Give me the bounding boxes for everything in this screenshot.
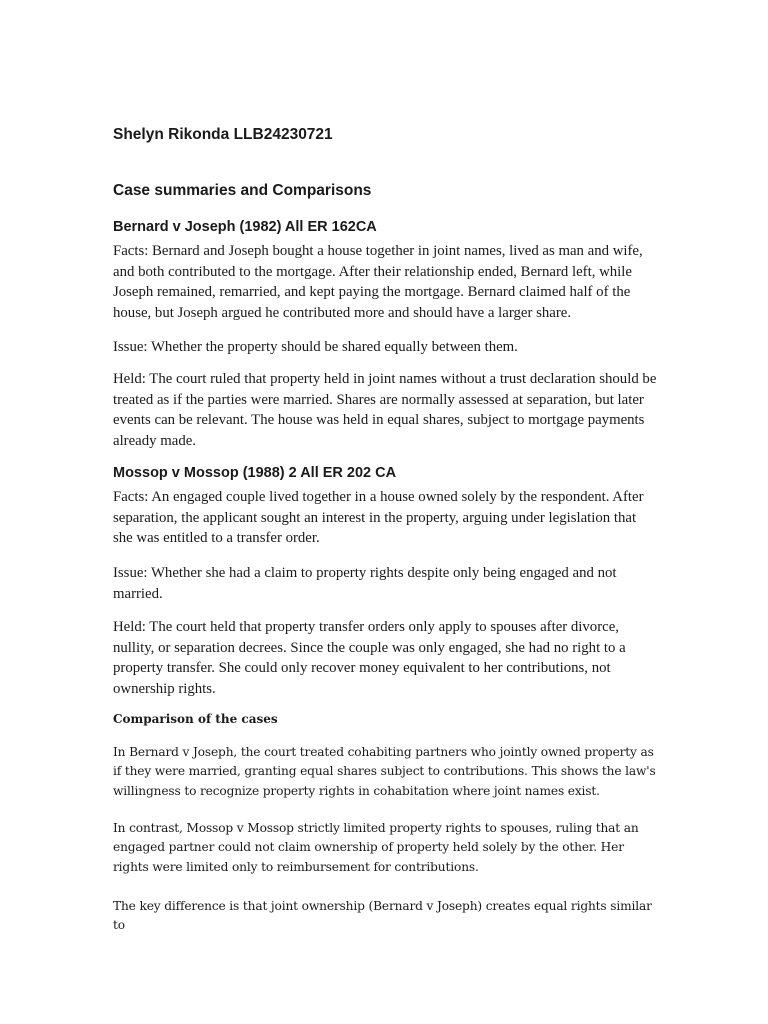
comparison-paragraph: In contrast, Mossop v Mossop strictly limited property rights to spouses, ruling that an engaged partner could not claim ownership of property held solely by the other. Her rights were limited only to reimbursement for contributions.: [113, 821, 639, 874]
held-paragraph: Held: The court held that property transfer orders only apply to spouses after divorce, nullity, or separation decrees. Since the couple was only engaged, she had no right to a property transfer. She could only recover money equivalent to her contributions, not ownership rights.: [113, 619, 626, 697]
case-facts: [113, 241, 658, 323]
facts-paragraph: Facts: Bernard and Joseph bought a house together in joint names, lived as man and wife, and both contributed to the mortgage. After their relationship ended, Bernard left, while Joseph remained, remarried, and kept paying the mortgage. Bernard claimed half of the house, but Joseph argued he contributed more and should have a larger share.: [113, 243, 643, 321]
case-section-bernard: [113, 219, 658, 235]
comparison-paragraph-2: [113, 819, 658, 877]
case-section-mossop: [113, 465, 658, 481]
held-paragraph: Held: The court ruled that property held in joint names without a trust declaration should be treated as if the parties were married. Shares are normally assessed at separation, but later events can be relevant. The house was held in equal shares, subject to mortgage payments already made.: [113, 371, 657, 449]
case-held: [113, 369, 658, 451]
case-held: [113, 617, 658, 699]
document-title: Case summaries and Comparisons: [113, 182, 372, 199]
case-issue: [113, 337, 658, 358]
comparison-heading: Comparison of the cases: [113, 712, 278, 726]
case-issue: [113, 563, 658, 604]
comparison-paragraph-3: [113, 897, 658, 936]
case-heading: Mossop v Mossop (1988) 2 All ER 202 CA: [113, 465, 397, 481]
case-heading: Bernard v Joseph (1982) All ER 162CA: [113, 219, 377, 235]
issue-paragraph: Issue: Whether the property should be shared equally between them.: [113, 339, 518, 355]
author-line: Shelyn Rikonda LLB24230721: [113, 126, 333, 143]
facts-paragraph: Facts: An engaged couple lived together in a house owned solely by the respondent. After separation, the applicant sought an interest in the property, arguing under legislation that she was entitled to a transfer order.: [113, 489, 644, 546]
issue-paragraph: Issue: Whether she had a claim to property rights despite only being engaged and not married.: [113, 565, 617, 602]
case-facts: [113, 487, 658, 549]
comparison-section: [113, 712, 658, 726]
comparison-paragraph: In Bernard v Joseph, the court treated cohabiting partners who jointly owned property as if they were married, granting equal shares subject to contributions. This shows the law's willingness to recognize property rights in cohabitation where joint names exist.: [113, 745, 656, 798]
comparison-paragraph: The key difference is that joint ownership (Bernard v Joseph) creates equal rights similar to: [113, 899, 652, 933]
comparison-paragraph-1: [113, 743, 658, 801]
